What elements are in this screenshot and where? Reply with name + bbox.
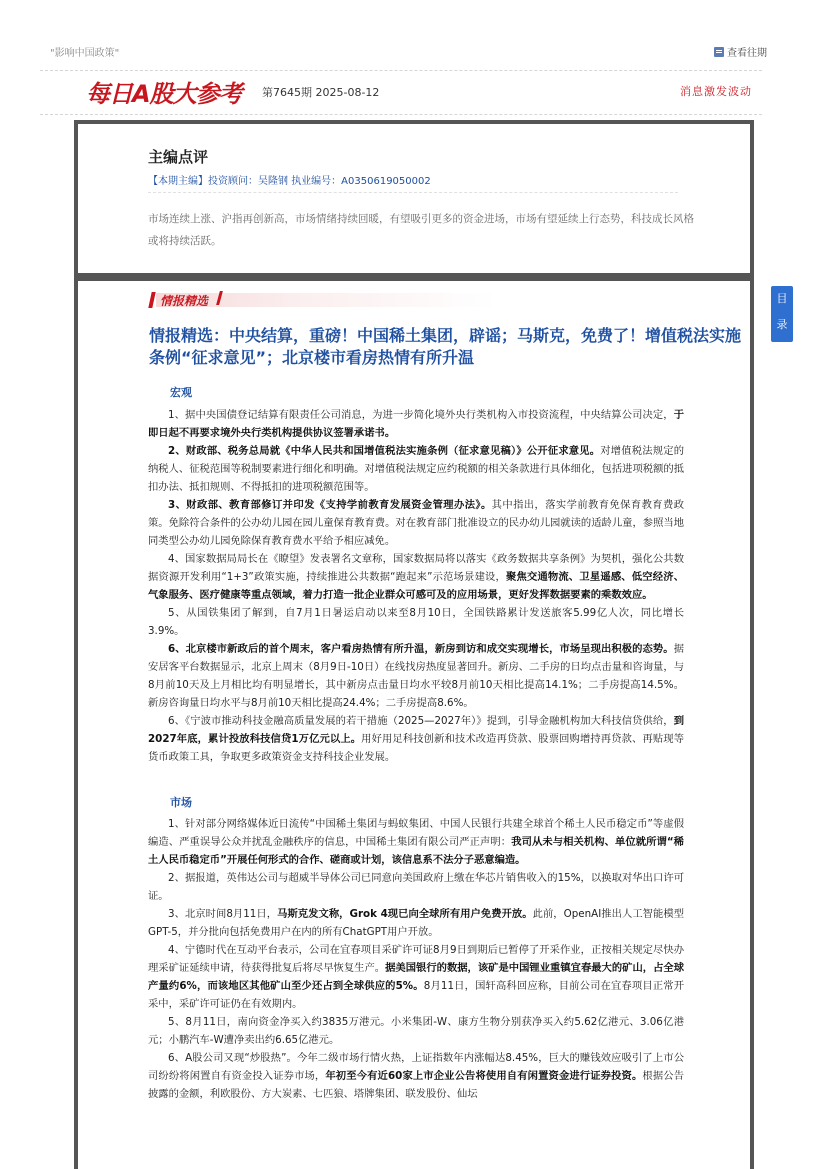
news-text: 5、8月11日，南向资金净买入约3835万港元。小米集团-W、康方生物分别获净买入约5.62亿港元、3.06亿港元；小鹏汽车-W遭净卖出约6.65亿港元。 [148, 1016, 684, 1046]
archive-link[interactable] [714, 44, 767, 59]
tag-accent-bar [148, 292, 155, 308]
editor-comment: 市场连续上涨、沪指再创新高，市场情绪持续回暖，有望吸引更多的资金进场，市场有望延续上行态势，科技成长风格或将持续活跃。 [148, 213, 694, 247]
news-highlight: 3、财政部、教育部修订并印发《支持学前教育发展资金管理办法》。 [168, 499, 492, 511]
news-item [148, 604, 684, 640]
logo: 每日A股大参考 [86, 80, 242, 108]
news-item [148, 905, 684, 941]
section-title-market: 市场 [170, 796, 192, 809]
news-highlight: 我司从未与相关机构、单位就所谓“稀土人民币稳定币”开展任何形式的合作、磋商或计划，该信息系不法分子恶意编造。 [148, 836, 684, 866]
intel-tag-label: 情报精选 [160, 294, 209, 308]
news-item [148, 550, 684, 604]
news-highlight: 于即日起不再要求境外央行类机构提供协议签署承诺书。 [148, 409, 684, 439]
news-highlight: 聚焦交通物流、卫星遥感、低空经济、气象服务、医疗健康等重点领域，着力打造一批企业群众可感可及的应用场景，更好发挥数据要素的乘数效应。 [148, 571, 684, 601]
toc-char: 录 [776, 318, 788, 331]
news-text: 用好用足科技创新和技术改造再贷款、股票回购增持再贷款、再贴现等货币政策工具，争取更多政策资金支持科技企业发展。 [148, 733, 684, 763]
calendar-icon [714, 47, 724, 57]
news-text: 6、A股公司又现“炒股热”。今年二级市场行情火热，上证指数年内涨幅达8.45%，巨大的赚钱效应吸引了上市公司纷纷将闲置自有资金投入证券市场， [148, 1052, 684, 1082]
intel-headline: 情报精选：中央结算，重磅！中国稀土集团，辟谣；马斯克，免费了！增值税法实施条例“征求意见”；北京楼市看房热情有所升温 [149, 326, 742, 367]
toc-char: 目 [776, 292, 788, 305]
header-divider-top [40, 70, 762, 71]
toc-tab[interactable] [771, 286, 793, 342]
news-text: 2、据报道，英伟达公司与超威半导体公司已同意向美国政府上缴在华芯片销售收入的15%，以换取对华出口许可证。 [148, 872, 684, 902]
news-highlight: 年初至今有近60家上市企业公告将使用自有闲置资金进行证券投资。 [325, 1070, 643, 1082]
news-highlight: 6、北京楼市新政后的首个周末，客户看房热情有所升温，新房到访和成交实现增长，市场呈现出积极的态势。 [168, 643, 674, 655]
news-highlight: 马斯克发文称，Grok 4现已向全球所有用户免费开放。 [277, 908, 533, 920]
news-text: 4、宁德时代在互动平台表示，公司在宜春项目采矿许可证8月9日到期后已暂停了开采作业，正按相关规定尽快办理采矿证延续申请，待获得批复后将尽早恢复生产。 [148, 944, 684, 974]
news-text: 此前，OpenAI推出人工智能模型GPT-5，并分批向包括免费用户在内的所有ChatGPT用户开放。 [148, 908, 684, 938]
news-text: 对增值税法规定的纳税人、征税范围等税制要素进行细化和明确。对增值税法规定应约税额的相关条款进行具体细化，包括进项税额的抵扣办法、抵扣规则、不得抵扣的进项税额范围等。 [148, 445, 685, 493]
news-text: 8月11日，国轩高科回应称，目前公司在宜春项目正常开采中，采矿许可证仍在有效期内。 [148, 980, 684, 1010]
news-highlight: 到2027年底，累计投放科技信贷1万亿元以上。 [148, 715, 684, 745]
issue-info: 第7645期 2025-08-12 [262, 86, 380, 99]
news-text: 其中指出，落实学前教育免保育教育费政策。免除符合条件的公办幼儿园在园儿童保育教育费。对在教育部门批准设立的民办幼儿园就读的适龄儿童，参照当地同类型公办幼儿园免除保育教育费水平给予相应减免。 [148, 499, 685, 547]
news-text: 4、国家数据局局长在《瞭望》发表署名文章称，国家数据局将以落实《政务数据共享条例》为契机，强化公共数据资源开发利用“1+3”政策实施，持续推进公共数据“跑起来”示范场景建设， [148, 553, 684, 583]
news-highlight: 2、财政部、税务总局就《中华人民共和国增值税法实施条例（征求意见稿）》公开征求意见。 [168, 445, 601, 457]
macro-paragraphs [148, 406, 684, 766]
news-item [148, 640, 684, 712]
news-item [148, 1049, 684, 1103]
news-text: 5、从国铁集团了解到，自7月1日暑运启动以来至8月10日，全国铁路累计发送旅客5.99亿人次，同比增长3.9%。 [148, 607, 684, 637]
news-text: 根据公告披露的金额，利欧股份、方大炭素、七匹狼、塔牌集团、联发股份、仙坛 [148, 1070, 685, 1100]
news-item [148, 941, 684, 1013]
news-text: 1、据中央国债登记结算有限责任公司消息，为进一步简化境外央行类机构入市投资流程，中央结算公司决定， [168, 409, 674, 421]
news-text: 据安居客平台数据显示，北京上周末（8月9日-10日）在线找房热度显著回升。新房、二手房的日均点击量和咨询量，与8月前10天及上月相比均有明显增长，其中新房点击量日均水平较8月前10天相比提高14.1%；二手房提高14.5%。新房咨询量日均水平与8月前10天相比提高24.4%；二手房提高8.6%。 [148, 643, 684, 709]
news-item [148, 496, 684, 550]
archive-label: 查看往期 [727, 48, 767, 59]
news-item [148, 1013, 684, 1049]
editor-meta: 【本期主编】投资顾问：吴隆钢 执业编号：A0350619050002 [148, 176, 431, 187]
news-item [148, 869, 684, 905]
news-text: 1、针对部分网络媒体近日流传“中国稀土集团与蚂蚁集团、中国人民银行共建全球首个稀土人民币稳定币”等虚假编造、严重误导公众并扰乱金融秩序的信息，中国稀土集团有限公司严正声明： [148, 818, 684, 848]
news-highlight: 据美国银行的数据，该矿是中国锂业重镇宜春最大的矿山，占全球产量约6%，而该地区其他矿山至少还占到全球供应的5%。 [148, 962, 685, 992]
header-divider-bottom [40, 114, 762, 115]
slogan: 消息激发波动 [680, 85, 752, 98]
intel-tag [150, 291, 500, 309]
news-item [148, 712, 684, 766]
news-text: 6、《宁波市推动科技金融高质量发展的若干措施（2025—2027年）》提到，引导金融机构加大科技信贷供给， [168, 715, 674, 727]
editor-comment-box [74, 120, 754, 278]
news-item [148, 815, 684, 869]
section-title-macro: 宏观 [170, 386, 192, 399]
editor-title: 主编点评 [148, 148, 209, 166]
editor-divider [148, 192, 678, 193]
news-text: 3、北京时间8月11日， [168, 908, 278, 920]
top-tagline: "影响中国政策" [50, 48, 120, 59]
news-item [148, 442, 684, 496]
news-item [148, 406, 684, 442]
market-paragraphs [148, 815, 684, 1103]
